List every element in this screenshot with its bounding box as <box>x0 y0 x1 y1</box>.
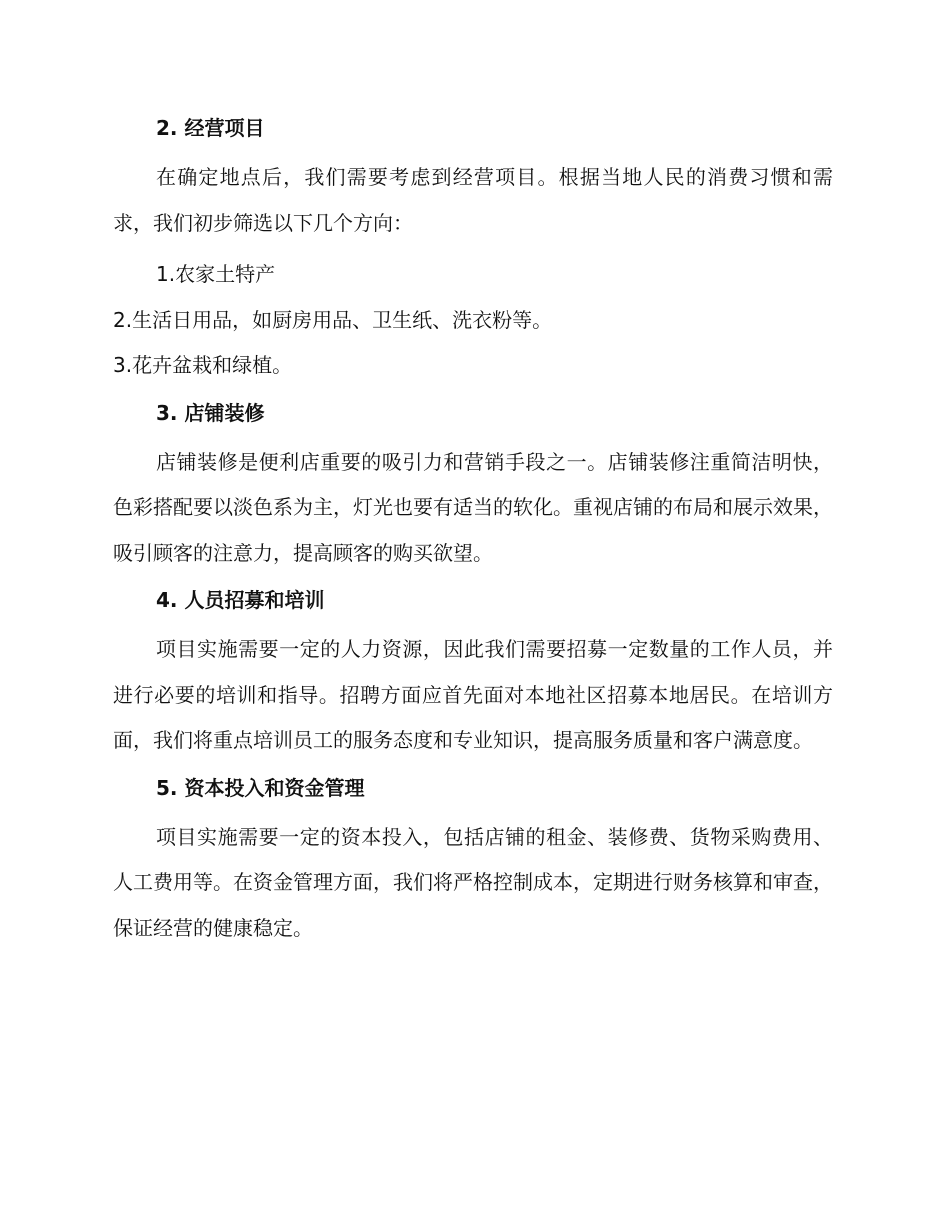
section-heading-recruitment: 4. 人员招募和培训 <box>156 588 325 612</box>
section-paragraph-business-items: 在确定地点后，我们需要考虑到经营项目。根据当地人民的消费习惯和需求，我们初步筛选以下几个方向： <box>113 165 833 235</box>
document-body <box>113 110 833 951</box>
section-heading-business-items: 2. 经营项目 <box>156 116 265 140</box>
section-paragraph-capital: 项目实施需要一定的资本投入，包括店铺的租金、装修费、货物采购费用、人工费用等。在资金管理方面，我们将严格控制成本，定期进行财务核算和审查，保证经营的健康稳定。 <box>113 824 833 940</box>
list-item-daily-goods: 2.生活日用品，如厨房用品、卫生纸、洗衣粉等。 <box>113 307 553 332</box>
section-heading-store-decoration: 3. 店铺装修 <box>156 400 265 425</box>
section-paragraph-recruitment: 项目实施需要一定的人力资源，因此我们需要招募一定数量的工作人员，并进行必要的培训和指导。招聘方面应首先面对本地社区招募本地居民。在培训方面，我们将重点培训员工的服务态度和专业知识，提高服务质量和客户满意度。 <box>113 637 833 752</box>
section-heading-capital: 5. 资本投入和资金管理 <box>156 775 365 800</box>
list-item-plants: 3.花卉盆栽和绿植。 <box>113 353 293 377</box>
list-item-local-products: 1.农家土特产 <box>156 262 276 286</box>
section-paragraph-store-decoration: 店铺装修是便利店重要的吸引力和营销手段之一。店铺装修注重简洁明快，色彩搭配要以淡色系为主，灯光也要有适当的软化。重视店铺的布局和展示效果，吸引顾客的注意力，提高顾客的购买欲望。 <box>113 449 833 565</box>
